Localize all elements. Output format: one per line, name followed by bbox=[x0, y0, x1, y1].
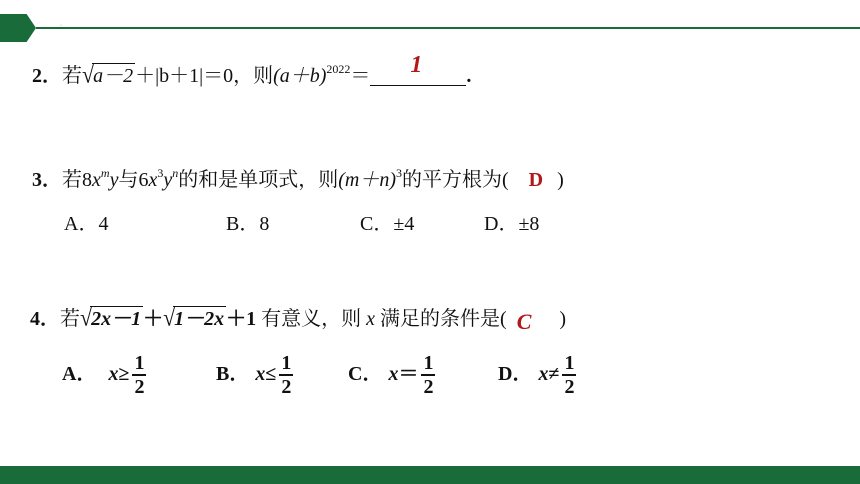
q2-period: . bbox=[466, 65, 472, 87]
q4-option-d bbox=[498, 348, 576, 400]
q4-text: 有意义，则 bbox=[261, 308, 362, 330]
question-4 bbox=[30, 303, 567, 334]
numerator: 1 bbox=[281, 352, 292, 375]
answer-blank bbox=[370, 52, 466, 86]
q3-option-b bbox=[226, 212, 269, 236]
header-rule bbox=[36, 27, 860, 29]
numerator: 1 bbox=[134, 352, 145, 375]
q3-paren: (m＋n) bbox=[338, 169, 396, 191]
q3-n: n bbox=[172, 166, 179, 180]
q3-yu: 与6 bbox=[118, 169, 149, 191]
q4-text2: 满足的条件是( bbox=[380, 308, 507, 330]
radicand-2: 1－2x bbox=[174, 308, 225, 330]
fraction bbox=[421, 352, 435, 398]
q2-ze: 则 bbox=[253, 65, 274, 87]
q2-ruo: 若 bbox=[62, 65, 82, 87]
q4-option-c bbox=[348, 348, 435, 400]
radical-2: √1－2x bbox=[163, 303, 225, 332]
q3-text1: 若8 bbox=[62, 169, 92, 191]
option-label: C． bbox=[348, 363, 383, 385]
radical-1: √2x－1 bbox=[80, 303, 142, 332]
question-number: 2． bbox=[32, 65, 62, 87]
option-op: ≤ bbox=[265, 363, 277, 385]
denominator: 2 bbox=[564, 376, 575, 399]
q2-exponent: 2022 bbox=[326, 62, 351, 76]
q4-plus: ＋ bbox=[143, 308, 164, 330]
header-tab-shape bbox=[0, 14, 36, 42]
q4-plus1: ＋1 bbox=[226, 308, 257, 330]
question-number: 3． bbox=[32, 169, 62, 191]
option-var: x bbox=[255, 363, 266, 385]
q3-three: 3 bbox=[157, 166, 164, 180]
denominator: 2 bbox=[423, 376, 434, 399]
q3-close: ) bbox=[557, 169, 564, 191]
q3-option-a bbox=[64, 212, 108, 236]
numerator: 1 bbox=[423, 352, 434, 375]
q2-paren: (a＋b) bbox=[273, 65, 327, 87]
fraction bbox=[132, 352, 146, 398]
question-3 bbox=[32, 168, 564, 192]
q4-option-a bbox=[62, 348, 146, 400]
question-number: 4． bbox=[30, 308, 60, 330]
option-op: ≥ bbox=[118, 363, 130, 385]
q3-option-b-text: B．8 bbox=[226, 213, 270, 235]
fraction bbox=[562, 352, 576, 398]
option-label: D． bbox=[498, 363, 533, 385]
radical: √a－2 bbox=[82, 60, 134, 89]
radicand-1: 2x－1 bbox=[91, 308, 142, 330]
radicand: a－2 bbox=[93, 65, 134, 87]
answer-mark: 1 bbox=[410, 52, 423, 78]
q3-option-d-text: D．±8 bbox=[484, 213, 540, 235]
q3-exponent: 3 bbox=[396, 166, 402, 180]
q4-ruo: 若 bbox=[60, 308, 80, 330]
header-dot: · bbox=[60, 23, 62, 29]
q2-abs-part: ＋|b＋1|＝0， bbox=[135, 65, 254, 87]
option-var: x bbox=[538, 363, 549, 385]
q3-option-c-text: C．±4 bbox=[360, 213, 415, 235]
option-op: ≠ bbox=[548, 363, 560, 385]
footer-band bbox=[0, 466, 860, 484]
q4-option-b bbox=[216, 348, 293, 400]
q3-option-c bbox=[360, 212, 414, 236]
q3-m: m bbox=[100, 166, 110, 180]
option-op: ＝ bbox=[398, 363, 419, 385]
option-label: A． bbox=[62, 363, 97, 385]
option-var: x bbox=[388, 363, 399, 385]
denominator: 2 bbox=[134, 376, 145, 399]
q3-x: x bbox=[92, 169, 101, 191]
q3-y2: y bbox=[163, 169, 173, 191]
option-label: B． bbox=[216, 363, 250, 385]
q3-text3: 的平方根为( bbox=[402, 169, 509, 191]
q3-option-a-text: A．4 bbox=[64, 213, 109, 235]
fraction bbox=[279, 352, 293, 398]
q3-text2: 的和是单项式，则 bbox=[178, 169, 339, 191]
q3-x2: x bbox=[148, 169, 158, 191]
denominator: 2 bbox=[281, 376, 292, 399]
q3-option-d bbox=[484, 212, 539, 236]
q4-close: ) bbox=[559, 308, 567, 330]
option-var: x bbox=[108, 363, 119, 385]
answer-mark: C bbox=[516, 309, 532, 334]
header-decoration bbox=[0, 0, 860, 34]
q4-x: x bbox=[366, 308, 376, 330]
numerator: 1 bbox=[564, 352, 575, 375]
answer-mark: D bbox=[528, 169, 544, 191]
question-2 bbox=[32, 52, 472, 89]
q3-y: y bbox=[109, 169, 119, 191]
q2-eq: ＝ bbox=[350, 65, 371, 87]
